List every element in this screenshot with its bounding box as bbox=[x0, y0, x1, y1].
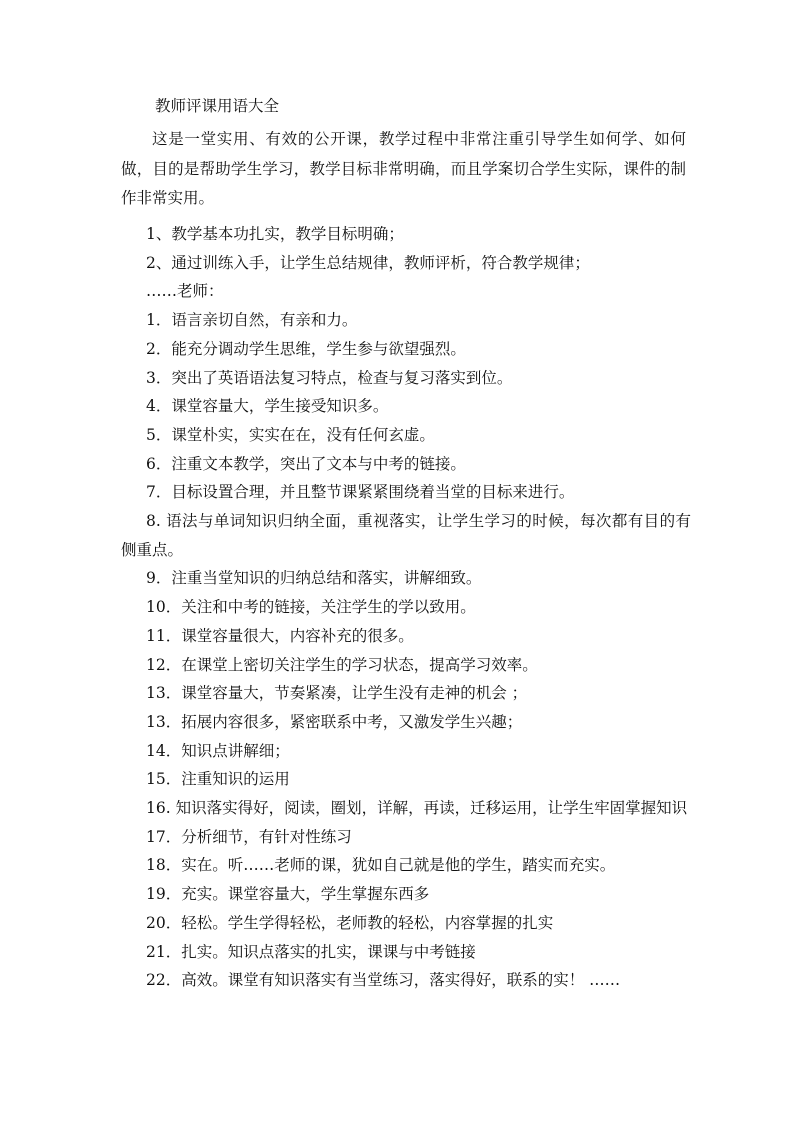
list-item: 18．实在。听……老师的课，犹如自己就是他的学生，踏实而充实。 bbox=[146, 856, 616, 875]
document-title: 教师评课用语大全 bbox=[155, 97, 280, 115]
list-item: 3．突出了英语语法复习特点，检查与复习落实到位。 bbox=[146, 368, 513, 387]
list-item: 11．课堂容量很大，内容补充的很多。 bbox=[146, 626, 414, 645]
list-item: 22．高效。课堂有知识落实有当堂练习，落实得好，联系的实！ …… bbox=[146, 971, 621, 990]
list-item: 13．拓展内容很多，紧密联系中考，又激发学生兴趣； bbox=[146, 712, 523, 731]
list-item: 7．目标设置合理，并且整节课紧紧围绕着当堂的目标来进行。 bbox=[146, 483, 575, 502]
list-item: 14．知识点讲解细； bbox=[146, 741, 290, 760]
list-item: 17．分析细节，有针对性练习 bbox=[146, 827, 352, 846]
list-item: 2．能充分调动学生思维，学生参与欲望强烈。 bbox=[146, 339, 466, 358]
list-item: 8. 语法与单词知识归纳全面，重视落实，让学生学习的时候，每次都有目的有侧重点。 bbox=[121, 512, 691, 559]
intro-paragraph: 这是一堂实用、有效的公开课，教学过程中非常注重引导学生如何学、如何做，目的是帮助学生学习，教学目标非常明确，而且学案切合学生实际，课件的制作非常实用。 bbox=[121, 130, 686, 208]
list-item: 19．充实。课堂容量大，学生掌握东西多 bbox=[146, 885, 430, 904]
list-item: 9．注重当堂知识的归纳总结和落实，讲解细致。 bbox=[146, 569, 482, 588]
list-item: 4．课堂容量大，学生接受知识多。 bbox=[146, 397, 389, 416]
list-item: 1、教学基本功扎实，教学目标明确； bbox=[146, 225, 404, 243]
list-item: 16. 知识落实得好，阅读，圈划，详解，再读，迁移运用，让学生牢固掌握知识 bbox=[146, 799, 688, 818]
list-item: 10．关注和中考的链接，关注学生的学以致用。 bbox=[146, 598, 476, 617]
list-item: 5．课堂朴实，实实在在，没有任何玄虚。 bbox=[146, 425, 435, 444]
list-item: 13．课堂容量大，节奏紧凑，让学生没有走神的机会 ； bbox=[146, 684, 528, 703]
list-item: ……老师： bbox=[146, 282, 224, 301]
list-item: 1．语言亲切自然，有亲和力。 bbox=[146, 311, 358, 330]
comment-list bbox=[121, 220, 691, 995]
list-item: 2、通过训练入手，让学生总结规律，教师评析，符合教学规律； bbox=[146, 253, 590, 272]
list-item: 20．轻松。学生学得轻松，老师教的轻松，内容掌握的扎实 bbox=[146, 913, 554, 932]
list-item: 21．扎实。知识点落实的扎实，课课与中考链接 bbox=[146, 942, 476, 961]
list-item: 12．在课堂上密切关注学生的学习状态，提高学习效率。 bbox=[146, 655, 538, 674]
list-item: 15．注重知识的运用 bbox=[146, 770, 290, 789]
list-item: 6．注重文本教学，突出了文本与中考的链接。 bbox=[146, 454, 466, 473]
